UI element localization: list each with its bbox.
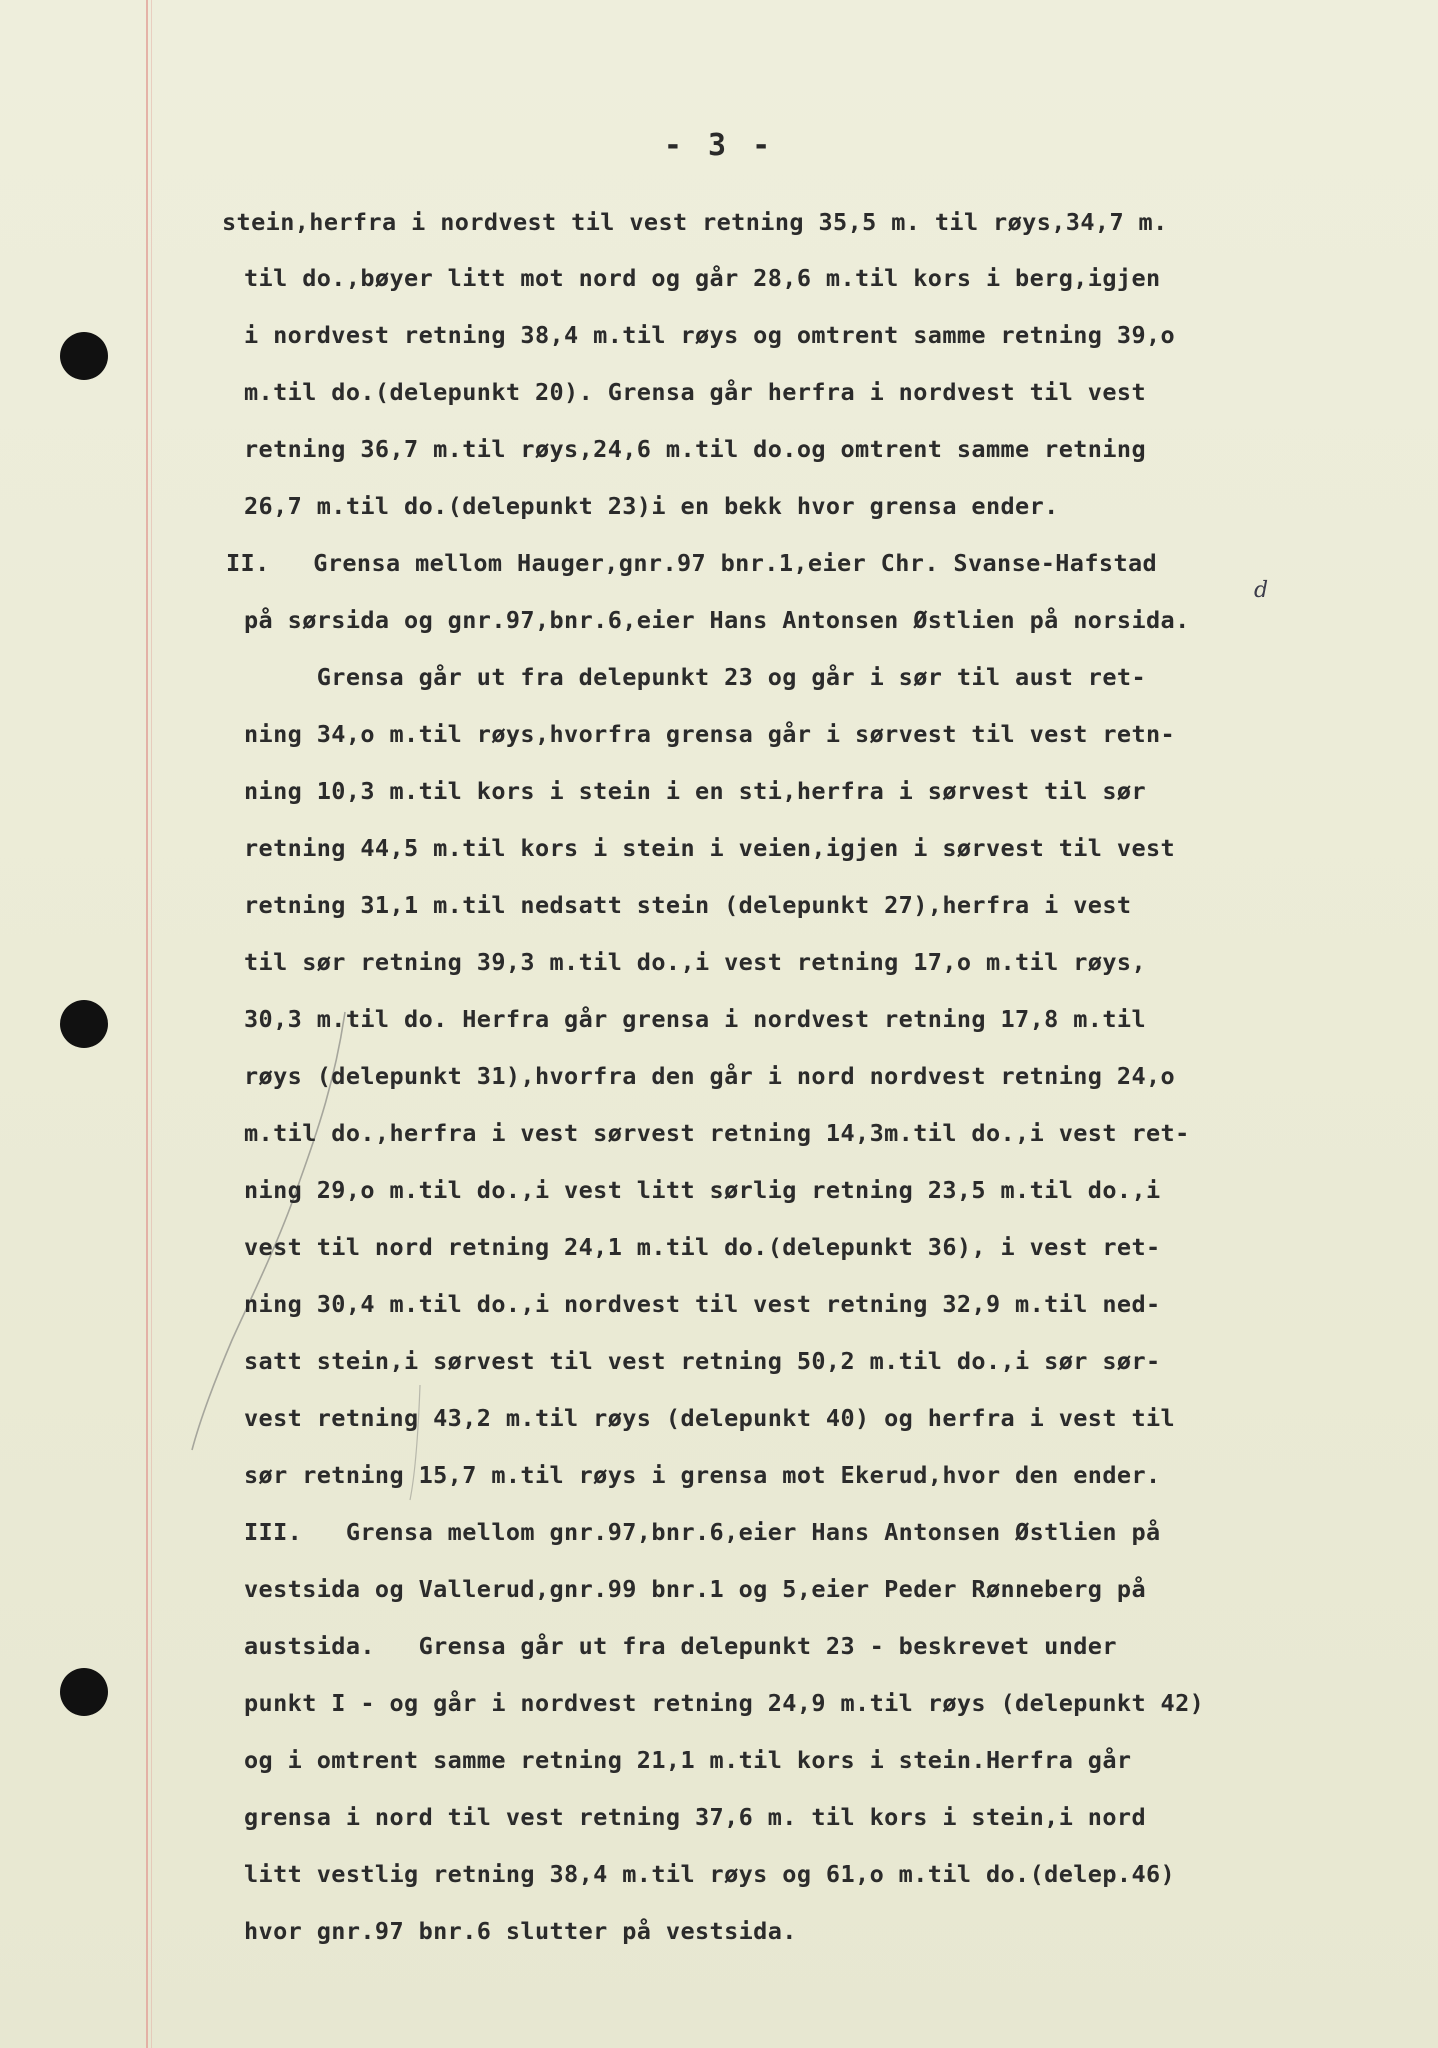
text-line: 30,3 m.til do. Herfra går grensa i nordvest retning 17,8 m.til — [244, 1005, 1146, 1033]
text-line: retning 31,1 m.til nedsatt stein (delepunkt 27),herfra i vest — [244, 891, 1132, 919]
text-line: m.til do.(delepunkt 20). Grensa går herfra i nordvest til vest — [244, 378, 1146, 406]
text-line: litt vestlig retning 38,4 m.til røys og 61,o m.til do.(delep.46) — [244, 1860, 1176, 1888]
text-line: hvor gnr.97 bnr.6 slutter på vestsida. — [244, 1917, 797, 1945]
text-line: 26,7 m.til do.(delepunkt 23)i en bekk hvor grensa ender. — [244, 492, 1059, 520]
text-line: III. Grensa mellom gnr.97,bnr.6,eier Hans Antonsen Østlien på — [244, 1518, 1161, 1546]
text-line: sør retning 15,7 m.til røys i grensa mot Ekerud,hvor den ender. — [244, 1461, 1161, 1489]
text-line: m.til do.,herfra i vest sørvest retning 14,3m.til do.,i vest ret- — [244, 1119, 1190, 1147]
text-line: ning 34,o m.til røys,hvorfra grensa går i sørvest til vest retn- — [244, 720, 1176, 748]
text-line: til sør retning 39,3 m.til do.,i vest retning 17,o m.til røys, — [244, 948, 1146, 976]
text-line: Grensa går ut fra delepunkt 23 og går i sør til aust ret- — [244, 663, 1146, 691]
text-line: retning 36,7 m.til røys,24,6 m.til do.og omtrent samme retning — [244, 435, 1146, 463]
text-line: retning 44,5 m.til kors i stein i veien,igjen i sørvest til vest — [244, 834, 1176, 862]
text-line: til do.,bøyer litt mot nord og går 28,6 m.til kors i berg,igjen — [244, 264, 1161, 292]
text-line: vest retning 43,2 m.til røys (delepunkt 40) og herfra i vest til — [244, 1404, 1176, 1432]
text-line: austsida. Grensa går ut fra delepunkt 23 - beskrevet under — [244, 1632, 1117, 1660]
text-line: og i omtrent samme retning 21,1 m.til kors i stein.Herfra går — [244, 1746, 1132, 1774]
text-line: ning 30,4 m.til do.,i nordvest til vest retning 32,9 m.til ned- — [244, 1290, 1161, 1318]
text-line: ning 10,3 m.til kors i stein i en sti,herfra i sørvest til sør — [244, 777, 1146, 805]
page-number: - 3 - — [663, 128, 775, 163]
text-line: II. Grensa mellom Hauger,gnr.97 bnr.1,eier Chr. Svanse-Hafstad — [226, 549, 1158, 577]
text-line: ning 29,o m.til do.,i vest litt sørlig retning 23,5 m.til do.,i — [244, 1176, 1161, 1204]
text-line: i nordvest retning 38,4 m.til røys og omtrent samme retning 39,o — [244, 321, 1176, 349]
text-line: vestsida og Vallerud,gnr.99 bnr.1 og 5,eier Peder Rønneberg på — [244, 1575, 1146, 1603]
text-line: vest til nord retning 24,1 m.til do.(delepunkt 36), i vest ret- — [244, 1233, 1161, 1261]
handwritten-correction: d — [1254, 578, 1269, 603]
text-line: punkt I - og går i nordvest retning 24,9 m.til røys (delepunkt 42) — [244, 1689, 1205, 1717]
text-line: satt stein,i sørvest til vest retning 50,2 m.til do.,i sør sør- — [244, 1347, 1161, 1375]
text-line: på sørsida og gnr.97,bnr.6,eier Hans Antonsen Østlien på norsida. — [244, 606, 1190, 634]
text-line: stein,herfra i nordvest til vest retning 35,5 m. til røys,34,7 m. — [222, 208, 1168, 236]
text-line: røys (delepunkt 31),hvorfra den går i nord nordvest retning 24,o — [244, 1062, 1176, 1090]
text-line: grensa i nord til vest retning 37,6 m. til kors i stein,i nord — [244, 1803, 1146, 1831]
